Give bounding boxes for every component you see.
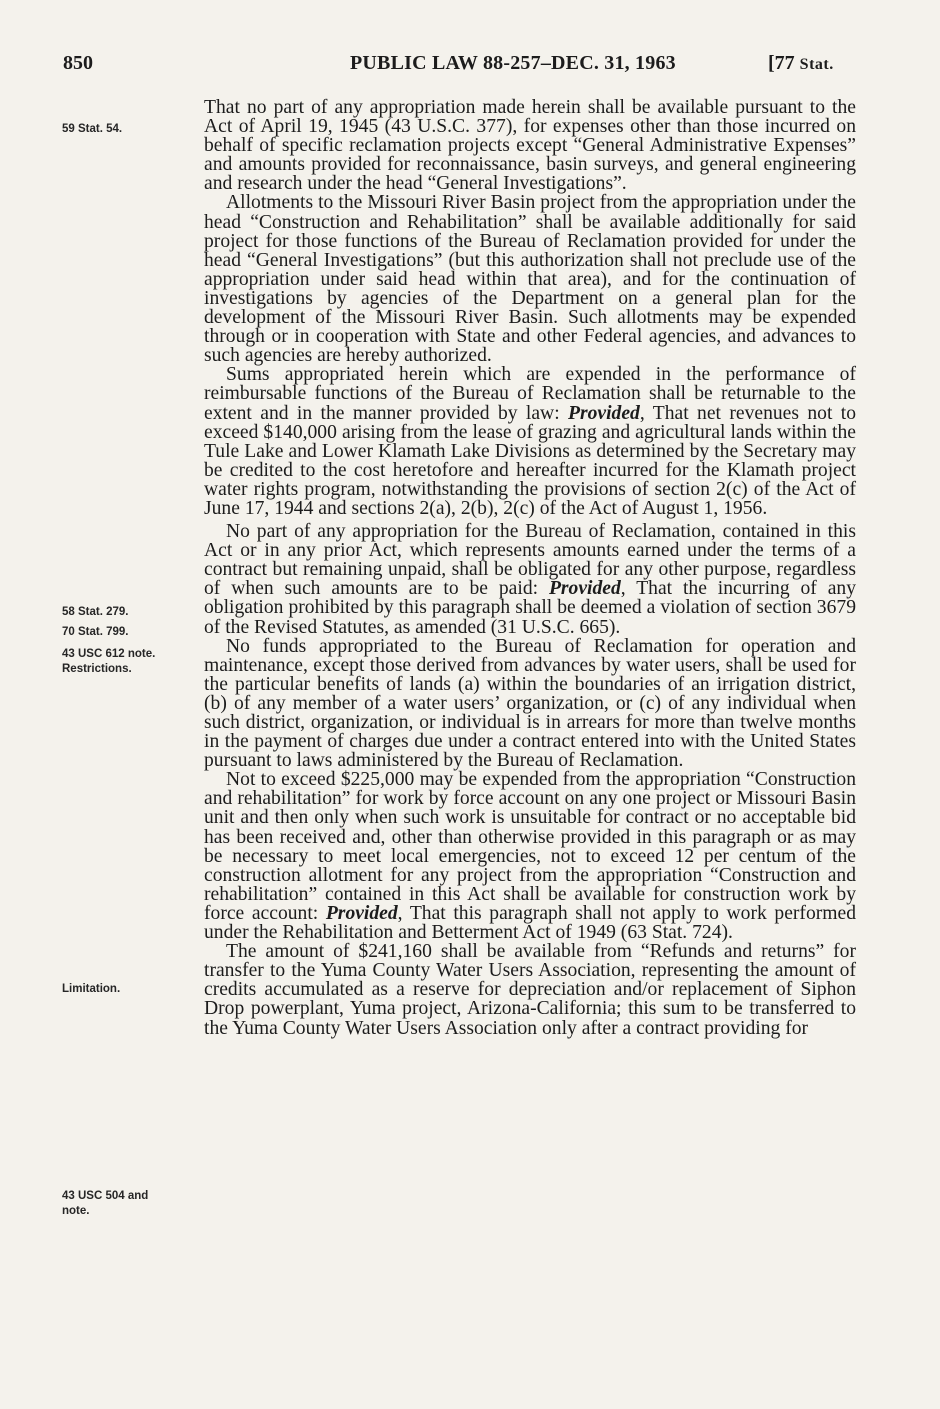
paragraph-3-text: Sums appropriated herein which are expended in the performance of reimbursable functions of the Bureau of Reclamation shall be returnable to the extent and in the manner provided by law: <box>204 364 856 424</box>
margin-note: 59 Stat. 54. <box>62 123 123 135</box>
margin-note: Restrictions. <box>62 663 132 675</box>
proviso-term: Provided <box>568 402 640 424</box>
paragraph-6 <box>204 770 856 942</box>
page-title: PUBLIC LAW 88-257–DEC. 31, 1963 <box>350 52 676 74</box>
paragraph-1: That no part of any appropriation made herein shall be available pursuant to the Act of April 19, 1945 (43 U.S.C. 377), for expenses other than those incurred on behalf of specific reclamation projects except “General Administrative Expenses” and amounts provided for reconnaissance, basin surveys, and general engineering and research under the head “General Investigations”. <box>204 97 856 195</box>
paragraph-4-proviso: , That the incurring of any obligation prohibited by this paragraph shall be deemed a violation of section 3679 of the Revised Statutes, as amended (31 U.S.C. 665). <box>204 578 856 638</box>
proviso-term: Provided <box>325 902 398 924</box>
margin-note: note. <box>62 1205 90 1217</box>
paragraph-6-text: Not to exceed $225,000 may be expended from the appropriation “Construction and rehabilitation” for work by force account on any one project or Missouri Basin unit and then only when such work is unsuitable for contract or no acceptable bid has been received and, other than otherwise provided in this paragraph or as may be necessary to meet local emergencies, not to exceed 12 per centum of the construction allotment for any project from the appropriation “Construction and rehabilitation” contained in this Act shall be available for construction work by force account: <box>204 769 856 924</box>
paragraph-3-proviso: , That net revenues not to exceed $140,000 arising from the lease of grazing and agricultural lands within the Tule Lake and Lower Klamath Lake Divisions as determined by the Secretary may be credited to the cost heretofore and hereafter incurred for the Klamath project water rights program, notwithstanding the provisions of section 2(c) of the Act of June 17, 1944 and sections 2(a), 2(b), 2(c) of the Act of August 1, 1956. <box>204 402 856 519</box>
margin-note: 43 USC 504 and <box>62 1190 149 1202</box>
proviso-term: Provided <box>548 578 621 600</box>
paragraph-7: The amount of $241,160 shall be available from “Refunds and returns” for transfer to the Yuma County Water Users Association, representing the amount of credits accumulated as a reserve for depreciation and/or replacement of Siphon Drop powerplant, Yuma project, Arizona-California; this sum to be transferred to the Yuma County Water Users Association only after a contract providing for <box>204 941 856 1039</box>
margin-note: 43 USC 612 note. <box>62 648 156 660</box>
margin-note: Limitation. <box>62 983 121 995</box>
body-text <box>204 98 856 1038</box>
page-number: 850 <box>63 52 93 74</box>
paragraph-6-proviso: , That this paragraph shall not apply to work performed under the Rehabilitation and Betterment Act of 1949 (63 Stat. 724). <box>204 902 856 944</box>
volume-prefix: [77 <box>768 52 800 74</box>
paragraph-2: Allotments to the Missouri River Basin project from the appropriation under the head “Construction and Rehabilitation” shall be available additionally for said project for those functions of the Bureau of Reclamation provided for under the head “General Investigations” (but this authorization shall not preclude use of the appropriation under said head within that area), and for the continuation of investigations by agencies of the Department on a general plan for the development of the Missouri River Basin. Such allotments may be expended through or in cooperation with State and other Federal agencies, and advances to such agencies are hereby authorized. <box>204 192 856 367</box>
margin-note: 58 Stat. 279. <box>62 606 129 618</box>
paragraph-3 <box>204 365 856 518</box>
volume-suffix: Stat. <box>799 56 834 73</box>
paragraph-4 <box>204 522 856 637</box>
volume-reference <box>768 52 834 75</box>
paragraph-4-text: No part of any appropriation for the Bureau of Reclamation, contained in this Act or in any prior Act, which represents amounts earned under the terms of a contract but remaining unpaid, shall be obligated for any other purpose, regardless of when such amounts are to be paid: <box>204 521 856 600</box>
page-header <box>0 52 940 82</box>
margin-note: 70 Stat. 799. <box>62 626 129 638</box>
paragraph-5: No funds appropriated to the Bureau of Reclamation for operation and maintenance, except those derived from advances by water users, shall be used for the particular benefits of lands (a) within the boundaries of an irrigation district, (b) of any member of a water users’ organization, or (c) of any individual when such district, organization, or individual is in arrears for more than twelve months in the payment of charges due under a contract entered into with the United States pursuant to laws administered by the Bureau of Reclamation. <box>204 635 856 772</box>
